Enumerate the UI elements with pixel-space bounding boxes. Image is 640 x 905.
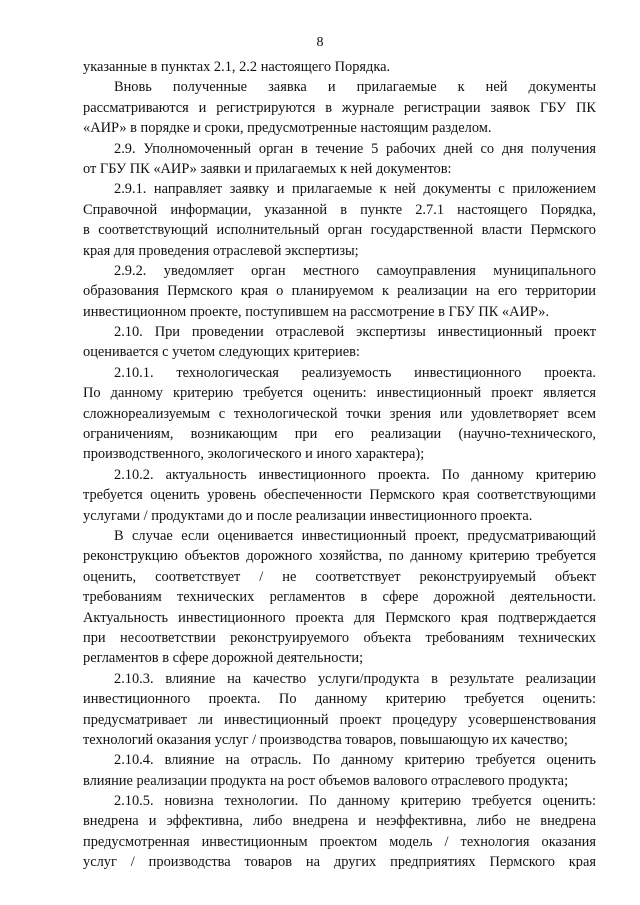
- text-line: «АИР» в порядке и сроки, предусмотренные настоящим разделом.: [83, 120, 492, 137]
- text-line: Вновь полученные заявка и прилагаемые к ней документы: [114, 79, 596, 96]
- document-body: [83, 57, 596, 873]
- text-line: 2.10.3. влияние на качество услуги/продукта в результате реализации: [114, 670, 596, 687]
- text-line: услуг / производства товаров на других предприятиях Пермского края: [83, 854, 596, 871]
- text-line: инвестиционном проекте, поступившем на рассмотрение в ГБУ ПК «АИР».: [83, 303, 550, 320]
- text-line: производственного, экологического и иного характера);: [83, 446, 425, 463]
- text-line: 2.9. Уполномоченный орган в течение 5 рабочих дней со дня получения: [114, 140, 596, 157]
- text-line: оценивается с учетом следующих критериев:: [83, 344, 360, 361]
- text-line: образования Пермского края о планируемом к реализации на его территории: [83, 283, 596, 300]
- text-line: при несоответствии реконструируемого объекта требованиям технических: [83, 629, 596, 646]
- text-line: 2.10.1. технологическая реализуемость инвестиционного проекта.: [114, 364, 596, 381]
- text-line: предусмотренная инвестиционным проектом модель / технология оказания: [83, 833, 596, 850]
- text-line: указанные в пунктах 2.1, 2.2 настоящего Порядка.: [83, 59, 391, 75]
- text-line: рассматриваются и регистрируются в журнале регистрации заявок ГБУ ПК: [83, 99, 596, 116]
- text-line: услугами / продуктами до и после реализации инвестиционного проекта.: [83, 507, 533, 524]
- text-line: По данному критерию требуется оценить: инвестиционный проект является: [83, 385, 596, 402]
- text-line: требованиям технических регламентов в сфере дорожной деятельности.: [83, 589, 596, 606]
- text-line: влияние реализации продукта на рост объемов валового отраслевого продукта;: [83, 772, 569, 789]
- text-line: реконструкцию объектов дорожного хозяйства, по данному критерию требуется: [83, 548, 596, 565]
- text-line: Справочной информации, указанной в пункте 2.7.1 настоящего Порядка,: [83, 201, 596, 218]
- text-line: инвестиционного проекта. По данному критерию требуется оценить:: [83, 691, 596, 708]
- text-line: сложнореализуемым с технологической точки зрения или удовлетворяет всем: [83, 405, 596, 422]
- text-line: 2.9.2. уведомляет орган местного самоуправления муниципального: [114, 262, 596, 279]
- text-line: 2.9.1. направляет заявку и прилагаемые к ней документы с приложением: [114, 181, 596, 198]
- text-line: 2.10. При проведении отраслевой экспертизы инвестиционный проект: [114, 324, 596, 341]
- text-line: предусматривает ли инвестиционный проект процедуру усовершенствования: [83, 711, 596, 728]
- text-line: 2.10.4. влияние на отрасль. По данному критерию требуется оценить: [114, 752, 596, 769]
- text-line: внедрена и эффективна, либо внедрена и неэффективна, либо не внедрена: [83, 813, 596, 830]
- text-line: регламентов в сфере дорожной деятельности;: [83, 650, 364, 667]
- text-line: 2.10.5. новизна технологии. По данному критерию требуется оценить:: [114, 793, 596, 810]
- text-line: ограничениям, возникающим при его реализации (научно-технического,: [83, 426, 596, 443]
- text-line: В случае если оценивается инвестиционный проект, предусматривающий: [114, 527, 596, 544]
- text-line: технологий оказания услуг / производства товаров, повышающую их качество;: [83, 731, 568, 748]
- text-line: оценить, соответствует / не соответствует реконструируемый объект: [83, 568, 596, 585]
- text-line: от ГБУ ПК «АИР» заявки и прилагаемых к ней документов:: [83, 160, 452, 177]
- text-line: требуется оценить уровень обеспеченности Пермского края соответствующими: [83, 487, 596, 504]
- text-line: края для проведения отраслевой экспертизы;: [83, 242, 359, 259]
- text-line: 2.10.2. актуальность инвестиционного проекта. По данному критерию: [114, 466, 596, 483]
- text-line: Актуальность инвестиционного проекта для Пермского края подтверждается: [83, 609, 596, 626]
- text-line: в соответствующий исполнительный орган государственной власти Пермского: [83, 222, 596, 239]
- page-number: 8: [316, 35, 324, 50]
